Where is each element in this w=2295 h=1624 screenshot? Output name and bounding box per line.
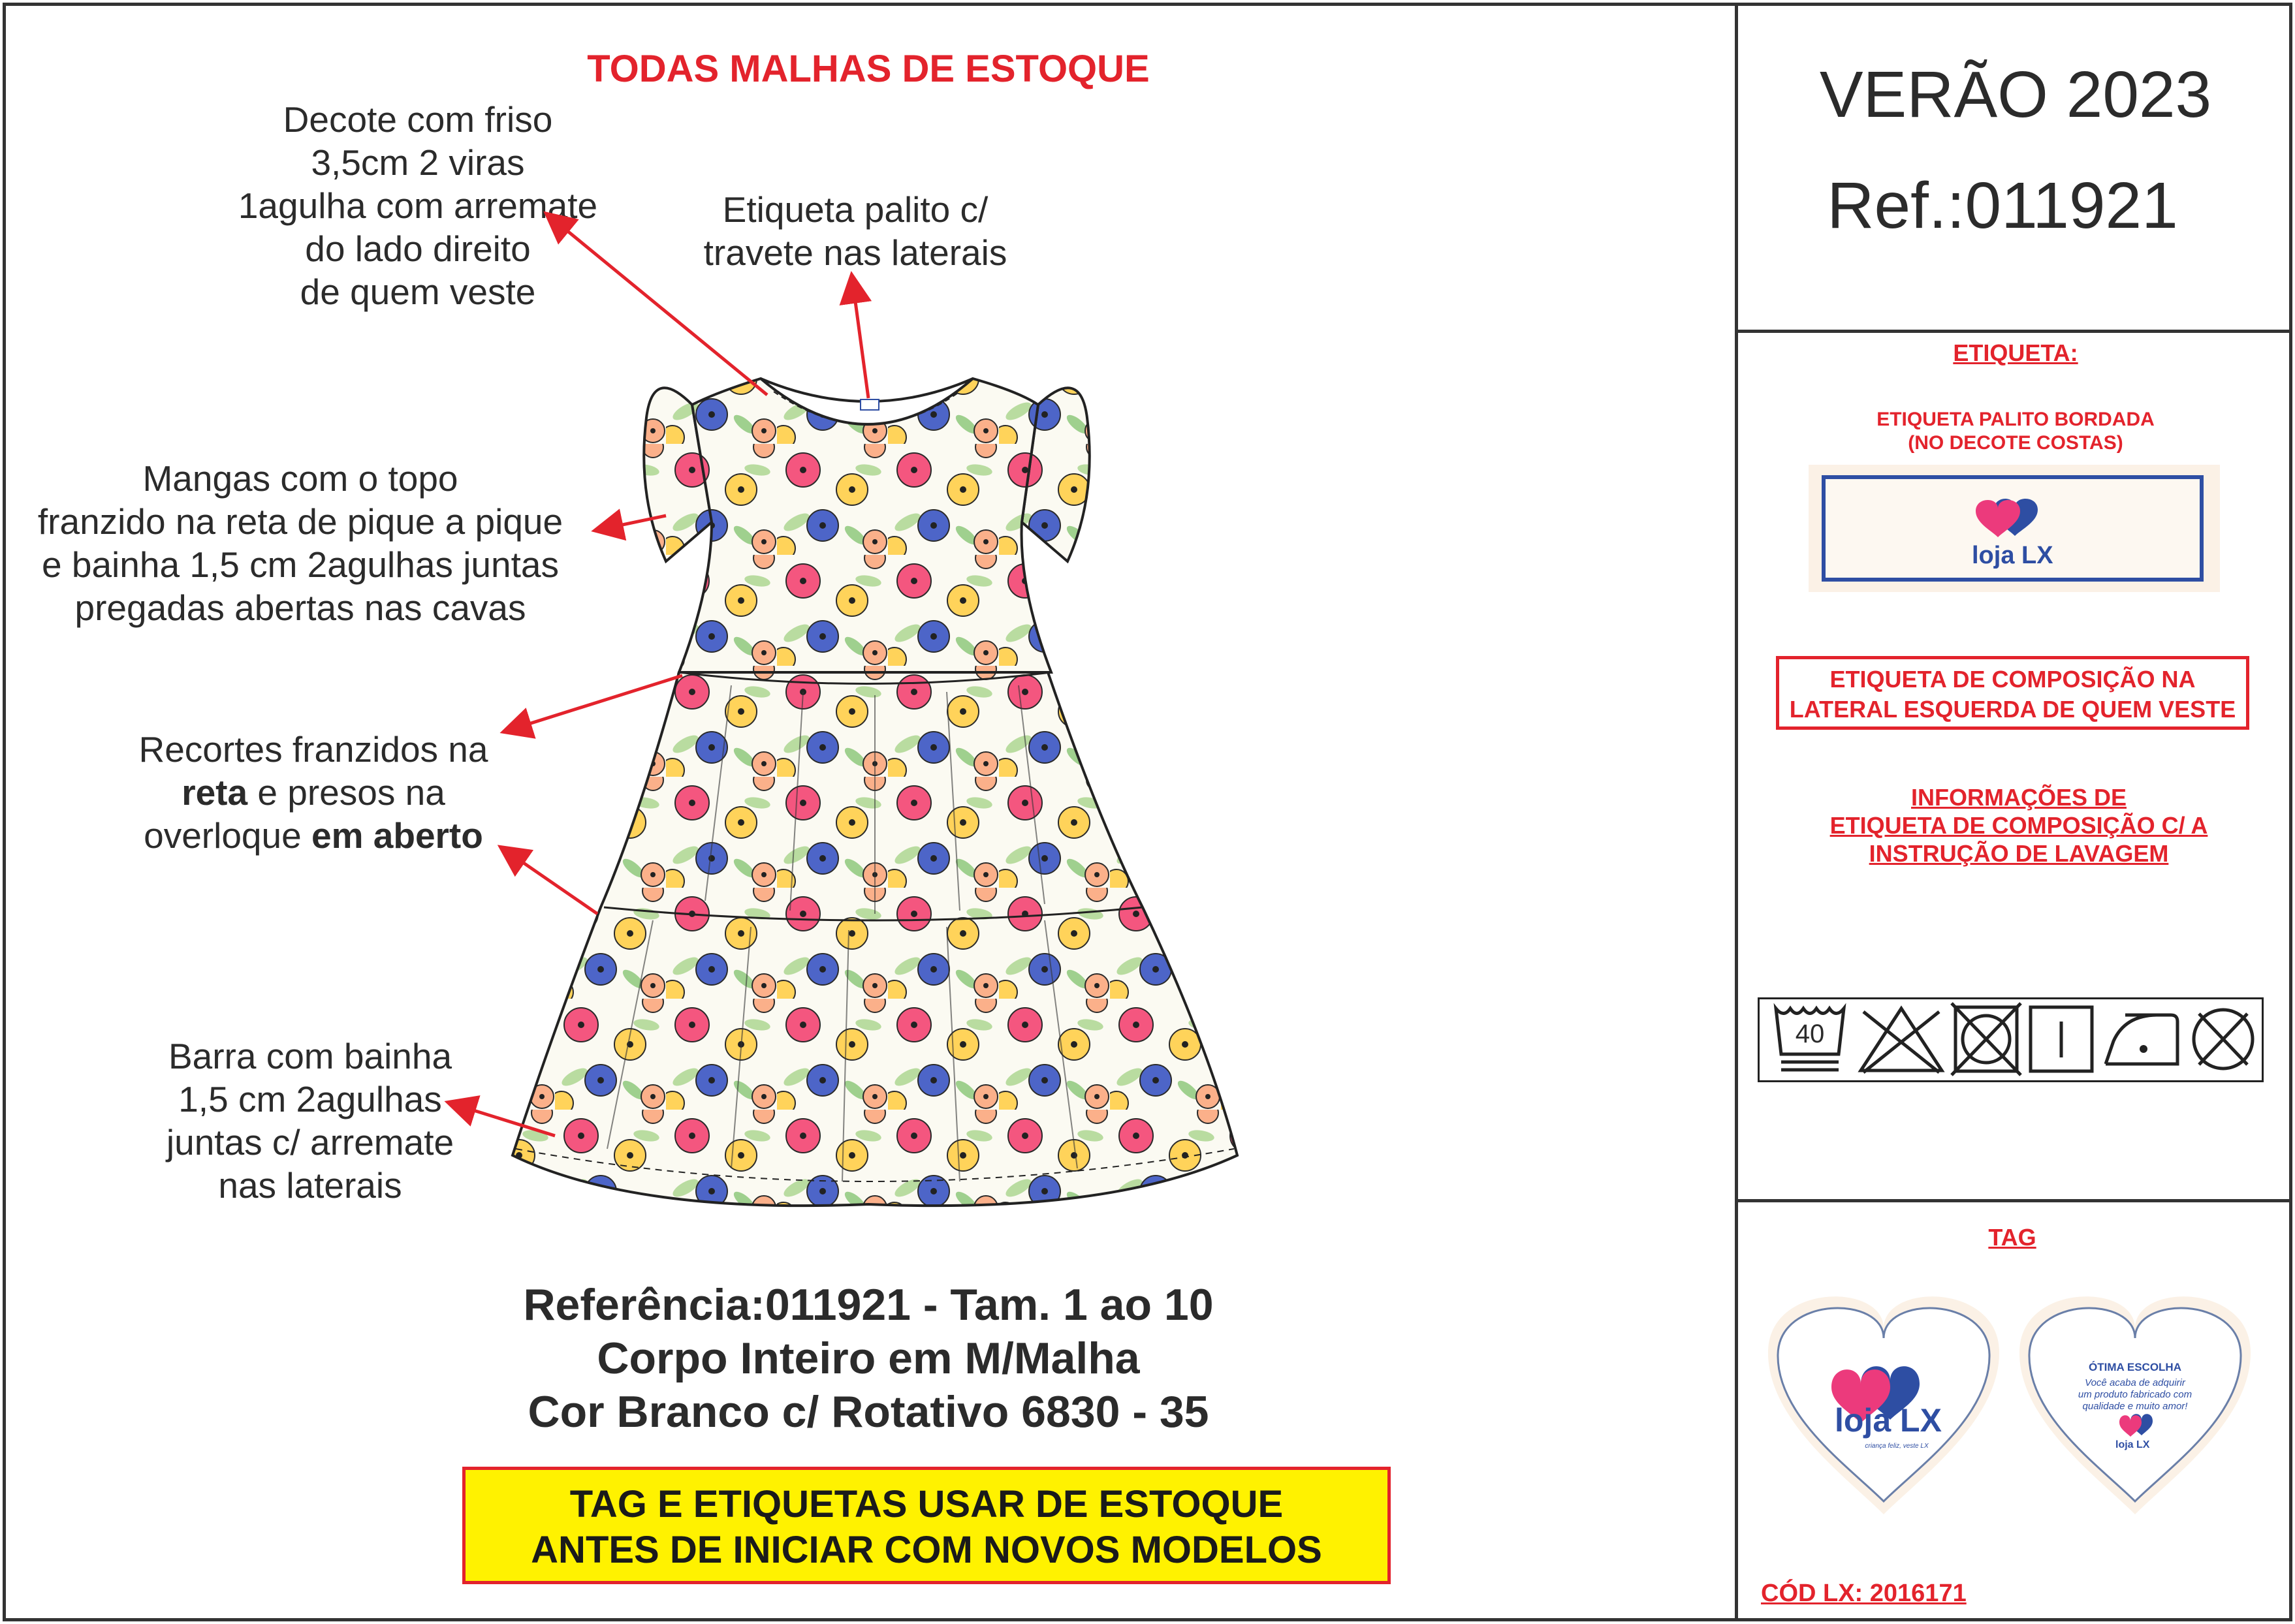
- tag-back-message: Você acaba de adquirir um produto fabricado com qualidade e muito amor!: [2078, 1377, 2192, 1412]
- iron-low-icon: [2099, 1002, 2184, 1077]
- note-cuts: Recortes franzidos na reta e presos na overloque em aberto: [138, 729, 488, 856]
- line-dry-icon: [2025, 1002, 2097, 1077]
- product-code: CÓD LX: 2016171: [1761, 1580, 1967, 1607]
- woven-label: [1822, 475, 2204, 582]
- stock-warning-banner: TAG E ETIQUETAS USAR DE ESTOQUE ANTES DE INICIAR COM NOVOS MODELOS: [462, 1467, 1391, 1584]
- label-section-title: ETIQUETA:: [1953, 339, 2078, 366]
- wash-info-title: INFORMAÇÕES DE ETIQUETA DE COMPOSIÇÃO C/ A INSTRUÇÃO DE LAVAGEM: [1829, 784, 2208, 867]
- tag-back-logo: loja LX: [2115, 1439, 2150, 1450]
- note-neckline: Decote com friso 3,5cm 2 viras 1agulha com arremate do lado direito de quem veste: [238, 99, 598, 312]
- note-label-tag: Etiqueta palito c/ travete nas laterais: [703, 189, 1007, 273]
- stock-fabric-header: TODAS MALHAS DE ESTOQUE: [587, 48, 1150, 90]
- tag-slogan: criança feliz, veste LX: [1865, 1443, 1929, 1450]
- logo-wordmark: loja LX: [1972, 542, 2053, 569]
- reference-spec: Referência:011921 - Tam. 1 ao 10 Corpo Inteiro em M/Malha Cor Branco c/ Rotativo 6830 - 35: [523, 1280, 1214, 1437]
- no-dry-clean-icon: [2187, 1002, 2259, 1077]
- tag-back-title: ÓTIMA ESCOLHA: [2089, 1361, 2181, 1373]
- tag-front-logo: loja LX: [1835, 1402, 1942, 1439]
- reference-number: Ref.:011921: [1827, 169, 2178, 242]
- tag-section-title: TAG: [1988, 1224, 2036, 1251]
- note-sleeves: Mangas com o topo franzido na reta de pique a pique e bainha 1,5 cm 2agulhas juntas pregadas abertas nas cavas: [37, 458, 563, 628]
- note-hem: Barra com bainha 1,5 cm 2agulhas juntas c/ arremate nas laterais: [166, 1036, 454, 1206]
- wash-temperature: 40: [1795, 1020, 1825, 1048]
- label-description: ETIQUETA PALITO BORDADA (NO DECOTE COSTAS): [1876, 409, 2155, 454]
- composition-label-box: ETIQUETA DE COMPOSIÇÃO NA LATERAL ESQUERDA DE QUEM VESTE: [1776, 656, 2249, 730]
- no-bleach-icon: [1856, 1002, 1947, 1077]
- no-tumble-dry-icon: [1950, 1002, 2022, 1077]
- season-title: VERÃO 2023: [1819, 58, 2212, 131]
